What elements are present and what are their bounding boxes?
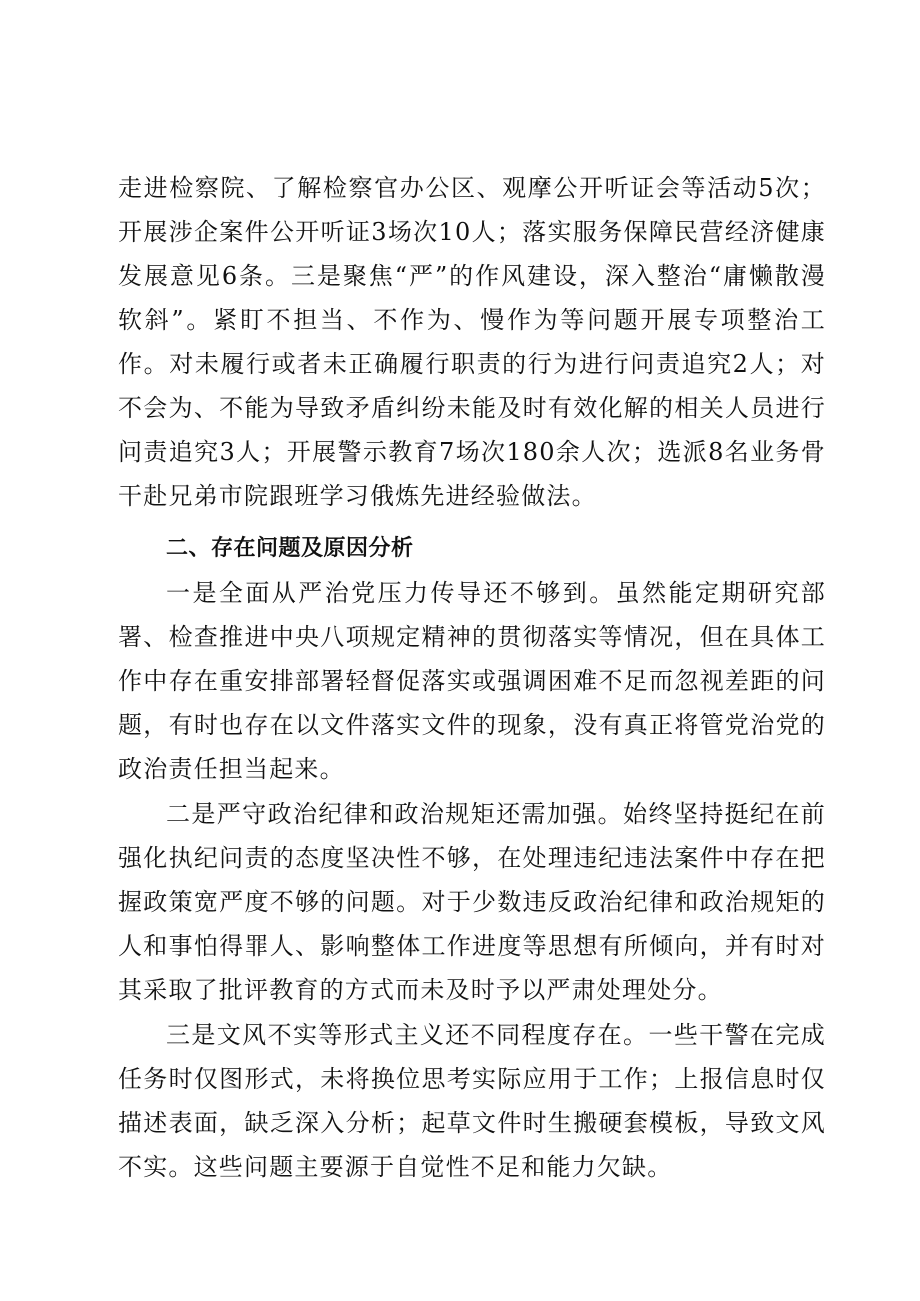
paragraph-continuation: 走进检察院、了解检察官办公区、观摩公开听证会等活动5次；开展涉企案件公开听证3场次10人；落实服务保障民营经济健康发展意见6条。三是聚焦“严”的作风建设，深入整治“庸懒散漫软斜”。紧盯不担当、不作为、慢作为等问题开展专项整治工作。对未履行或者未正确履行职责的行为进行问责追究2人；对不会为、不能为导致矛盾纠纷未能及时有效化解的相关人员进行问责追究3人；开展警示教育7场次180余人次；选派8名业务骨干赴兄弟市院跟班学习俄炼先进经验做法。: [118, 174, 826, 510]
section-heading-problems: 二、存在问题及原因分析: [166, 536, 414, 561]
paragraph-problem-1: 一是全面从严治党压力传导还不够到。虽然能定期研究部署、检查推进中央八项规定精神的贯彻落实等情况，但在具体工作中存在重安排部署轻督促落实或强调困难不足而忽视差距的问题，有时也存在以文件落实文件的现象，没有真正将管党治党的政治责任担当起来。: [118, 579, 826, 783]
paragraph-problem-2: 二是严守政治纪律和政治规矩还需加强。始终坚持挺纪在前强化执纪问责的态度坚决性不够，在处理违纪违法案件中存在把握政策宽严度不够的问题。对于少数违反政治纪律和政治规矩的人和事怕得罪人、影响整体工作进度等思想有所倾向，并有时对其采取了批评教育的方式而未及时予以严肃处理处分。: [118, 800, 826, 1004]
paragraph-problem-3: 三是文风不实等形式主义还不同程度存在。一些干警在完成任务时仅图形式，未将换位思考实际应用于工作；上报信息时仅描述表面，缺乏深入分析；起草文件时生搬硬套模板，导致文风不实。这些问题主要源于自觉性不足和能力欠缺。: [118, 1021, 826, 1181]
document-body: [118, 166, 826, 1189]
